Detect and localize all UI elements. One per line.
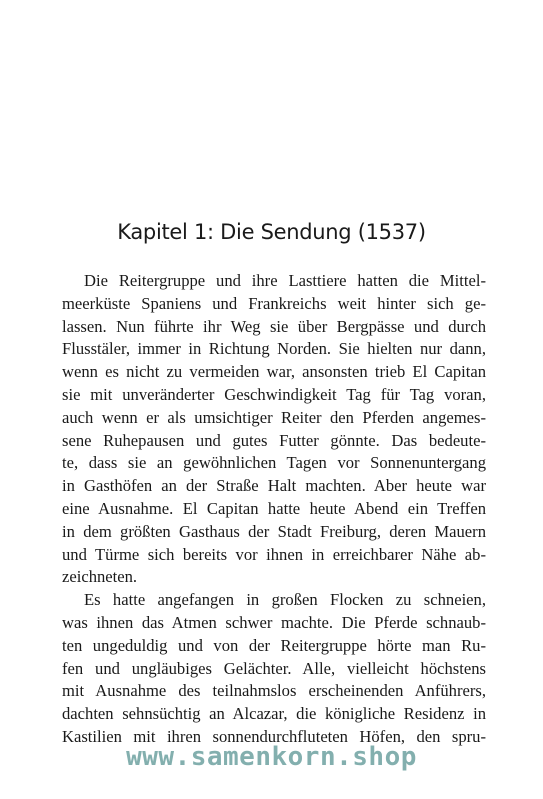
chapter-title: Kapitel 1: Die Sendung (1537) xyxy=(117,220,426,244)
text-line: auch wenn er als umsichtiger Reiter den Pferden angemes- xyxy=(62,407,486,427)
paragraph-2 xyxy=(62,589,486,749)
text-line: in Gasthöfen an der Straße Halt machten. Aber heute war xyxy=(62,476,486,496)
text-line: zeichneten. xyxy=(62,567,138,587)
body-text xyxy=(62,270,486,749)
text-line: te, dass sie an gewöhnlichen Tagen vor Sonnenuntergang xyxy=(62,453,486,473)
text-line: was ihnen das Atmen schwer machte. Die Pferde schnaub- xyxy=(62,612,486,632)
text-line: mit Ausnahme des teilnahmslos erscheinenden Anführers, xyxy=(62,681,486,701)
text-line: dachten sehnsüchtig an Alcazar, die königliche Residenz in xyxy=(62,704,486,724)
text-line: Es hatte angefangen in großen Flocken zu schneien, xyxy=(84,590,486,610)
text-line: sie mit unveränderter Geschwindigkeit Tag für Tag voran, xyxy=(62,384,486,404)
text-line: Flusstäler, immer in Richtung Norden. Sie hielten nur dann, xyxy=(62,339,486,359)
text-line: Kastilien mit ihren sonnendurchfluteten Höfen, den spru- xyxy=(62,726,486,746)
text-line: ten ungeduldig und von der Reitergruppe hörte man Ru- xyxy=(62,635,486,655)
text-line: wenn es nicht zu vermeiden war, ansonsten trieb El Capitan xyxy=(62,362,486,382)
text-line: eine Ausnahme. El Capitan hatte heute Abend ein Treffen xyxy=(62,498,486,518)
text-line: und Türme sich bereits vor ihnen in erreichbarer Nähe ab- xyxy=(62,544,486,564)
text-line: Die Reitergruppe und ihre Lasttiere hatten die Mittel- xyxy=(84,271,486,290)
text-line: in dem größten Gasthaus der Stadt Freiburg, deren Mauern xyxy=(62,521,486,541)
text-line: fen und ungläubiges Gelächter. Alle, vielleicht höchstens xyxy=(62,658,486,678)
paragraph-1 xyxy=(62,270,486,589)
text-line: lassen. Nun führte ihr Weg sie über Bergpässe und durch xyxy=(62,316,486,336)
text-line: meerküste Spaniens und Frankreichs weit hinter sich ge- xyxy=(62,293,486,313)
watermark-url: www.samenkorn.shop xyxy=(126,742,417,772)
text-line: sene Ruhepausen und gutes Futter gönnte. Das bedeute- xyxy=(62,430,486,450)
